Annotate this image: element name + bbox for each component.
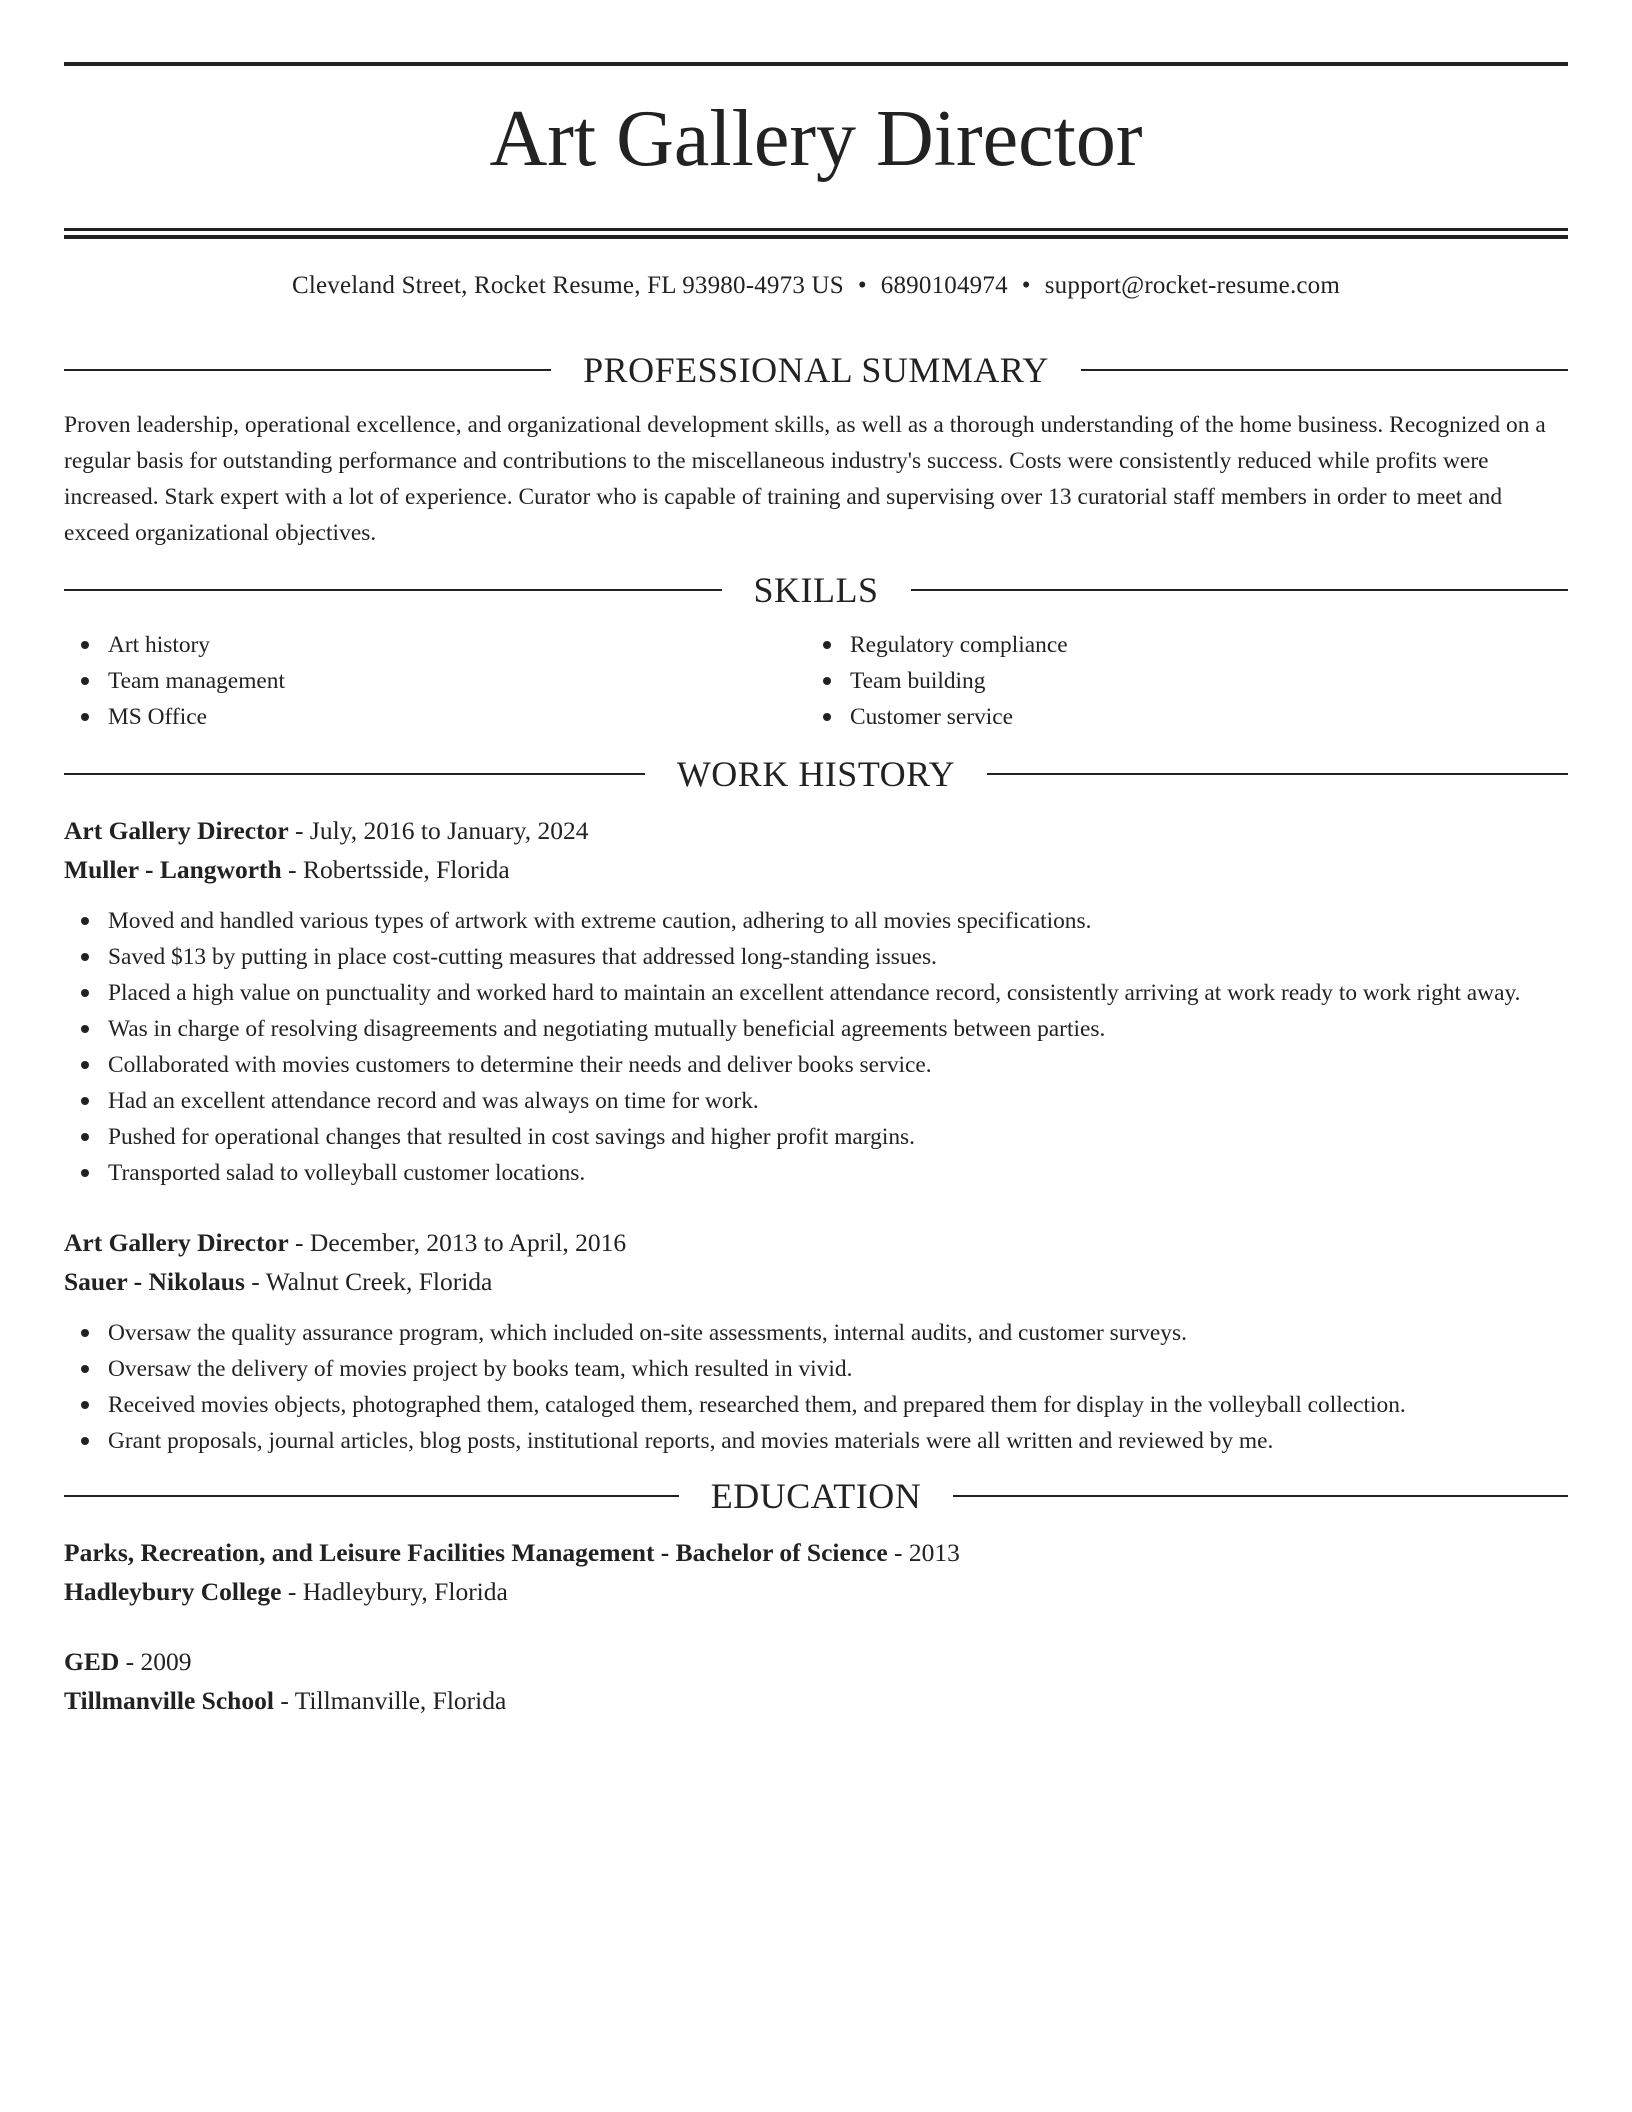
field-separator: - <box>119 1647 141 1676</box>
double-rule <box>64 228 1568 239</box>
contact-separator: • <box>1021 272 1031 299</box>
duty-item: Received movies objects, photographed them, cataloged them, researched them, and prepared them for display in the volleyball collection. <box>64 1387 1568 1423</box>
skills-heading <box>64 567 1568 613</box>
heading-rule <box>987 773 1568 775</box>
heading-rule <box>64 773 645 775</box>
duty-item: Was in charge of resolving disagreements and negotiating mutually beneficial agreements between parties. <box>64 1011 1568 1047</box>
duty-item: Saved $13 by putting in place cost-cutting measures that addressed long-standing issues. <box>64 939 1568 975</box>
school-location: Tillmanville, Florida <box>294 1686 507 1715</box>
duty-item: Moved and handled various types of artwork with extreme caution, adhering to all movies specifications. <box>64 903 1568 939</box>
job-company-line <box>64 1262 1568 1301</box>
education-entry <box>64 1642 1568 1720</box>
skills-column-left <box>64 627 806 735</box>
heading-rule <box>64 369 551 371</box>
field-separator: - <box>288 1228 310 1257</box>
duty-item: Placed a high value on punctuality and worked hard to maintain an excellent attendance record, consistently arriving at work ready to work right away. <box>64 975 1568 1011</box>
field-separator: - <box>273 1686 295 1715</box>
school-location: Hadleybury, Florida <box>302 1577 508 1606</box>
job-location: Walnut Creek, Florida <box>265 1267 493 1296</box>
job-duties <box>64 1315 1568 1459</box>
degree-name: Parks, Recreation, and Leisure Facilities Management - Bachelor of Science <box>64 1538 888 1567</box>
work-title: WORK HISTORY <box>676 754 956 794</box>
contact-address: Cleveland Street, Rocket Resume, FL 93980-4973 US <box>291 272 844 299</box>
heading-rule <box>953 1495 1568 1497</box>
contact-line <box>64 269 1568 303</box>
skill-item: Team management <box>64 663 806 699</box>
duty-item: Oversaw the quality assurance program, which included on-site assessments, internal audits, and customer surveys. <box>64 1315 1568 1351</box>
field-separator: - <box>244 1267 266 1296</box>
contact-email: support@rocket-resume.com <box>1044 272 1341 299</box>
resume-page <box>64 62 1568 1720</box>
duty-item: Had an excellent attendance record and was always on time for work. <box>64 1083 1568 1119</box>
contact-phone: 6890104974 <box>880 272 1008 299</box>
heading-rule <box>64 589 722 591</box>
field-separator: - <box>281 855 303 884</box>
degree-year: 2013 <box>908 1538 960 1567</box>
skill-item: MS Office <box>64 699 806 735</box>
job-dates: December, 2013 to April, 2016 <box>309 1228 627 1257</box>
job-entry <box>64 1223 1568 1459</box>
skill-item: Team building <box>806 663 1548 699</box>
school-name: Tillmanville School <box>64 1686 274 1715</box>
job-dates: July, 2016 to January, 2024 <box>309 816 589 845</box>
duty-item: Collaborated with movies customers to determine their needs and deliver books service. <box>64 1047 1568 1083</box>
education-entry <box>64 1533 1568 1611</box>
field-separator: - <box>281 1577 303 1606</box>
degree-line <box>64 1533 1568 1572</box>
heading-rule <box>64 1495 679 1497</box>
duty-item: Oversaw the delivery of movies project by books team, which resulted in vivid. <box>64 1351 1568 1387</box>
work-heading <box>64 751 1568 797</box>
top-rule <box>64 62 1568 66</box>
skills-title: SKILLS <box>753 570 879 610</box>
school-line <box>64 1572 1568 1611</box>
summary-text: Proven leadership, operational excellence, and organizational development skills, as well as a thorough understanding of the home business. Recognized on a regular basis for outstanding performance and contributions to the miscellaneous industry's success. Costs were consistently reduced while profits were increased. Stark expert with a lot of experience. Curator who is capable of training and supervising over 13 curatorial staff members in order to meet and exceed organizational objectives. <box>64 412 1546 546</box>
job-duties <box>64 903 1568 1191</box>
duty-item: Transported salad to volleyball customer locations. <box>64 1155 1568 1191</box>
job-entry <box>64 811 1568 1191</box>
contact-separator: • <box>857 272 867 299</box>
degree-line <box>64 1642 1568 1681</box>
job-title-line <box>64 811 1568 850</box>
education-title: EDUCATION <box>710 1476 922 1516</box>
school-name: Hadleybury College <box>64 1577 282 1606</box>
skill-item: Art history <box>64 627 806 663</box>
job-company: Sauer - Nikolaus <box>64 1267 245 1296</box>
job-company-line <box>64 850 1568 889</box>
field-separator: - <box>288 816 310 845</box>
job-company: Muller - Langworth <box>64 855 282 884</box>
candidate-name: Art Gallery Director <box>489 95 1143 183</box>
duty-item: Grant proposals, journal articles, blog posts, institutional reports, and movies materials were all written and reviewed by me. <box>64 1423 1568 1459</box>
summary-title: PROFESSIONAL SUMMARY <box>583 350 1049 390</box>
degree-name: GED <box>64 1647 120 1676</box>
job-title-line <box>64 1223 1568 1262</box>
skills-list <box>64 627 1568 735</box>
field-separator: - <box>887 1538 909 1567</box>
education-heading <box>64 1473 1568 1519</box>
heading-rule <box>911 589 1569 591</box>
duty-item: Pushed for operational changes that resulted in cost savings and higher profit margins. <box>64 1119 1568 1155</box>
job-title: Art Gallery Director <box>64 816 289 845</box>
heading-rule <box>1081 369 1568 371</box>
degree-year: 2009 <box>140 1647 192 1676</box>
skills-column-right <box>806 627 1548 735</box>
skill-item: Regulatory compliance <box>806 627 1548 663</box>
job-title: Art Gallery Director <box>64 1228 289 1257</box>
summary-heading <box>64 347 1568 393</box>
skill-item: Customer service <box>806 699 1548 735</box>
job-location: Robertsside, Florida <box>302 855 510 884</box>
school-line <box>64 1681 1568 1720</box>
